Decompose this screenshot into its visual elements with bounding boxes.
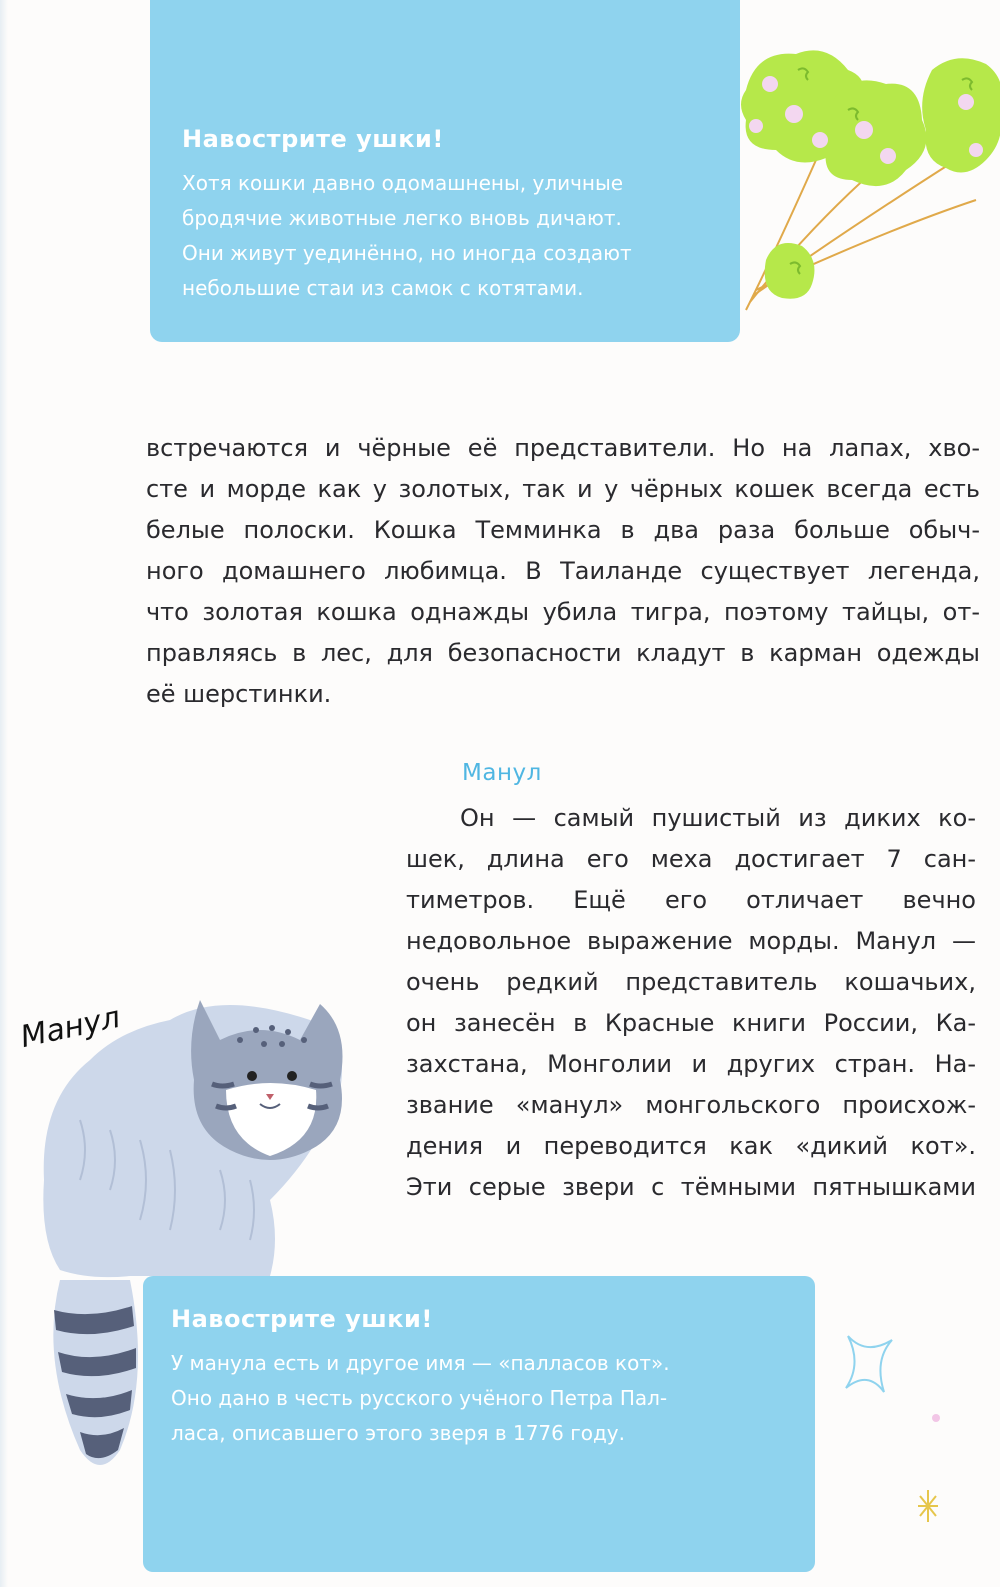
text-line: Он — самый пушистый из диких ко- (460, 804, 976, 832)
tip-body (182, 166, 706, 306)
tip-line: Оно дано в честь русского учёного Петра Пал- (171, 1386, 668, 1410)
tip-line: Хотя кошки давно одомашнены, уличные (182, 171, 624, 195)
text-line: её шерстинки. (146, 680, 332, 708)
text-line: шек, длина его меха достигает 7 сан- (406, 845, 976, 873)
tip-title: Навострите ушки! (182, 125, 444, 153)
paragraph-main (146, 428, 980, 715)
text-line: ного домашнего любимца. В Таиланде существует легенда, (146, 557, 980, 585)
text-line: дения и переводится как «дикий кот». (406, 1132, 976, 1160)
dot-icon (930, 1412, 942, 1424)
tip-line: Они живут уединённо, но иногда создают (182, 241, 632, 265)
manul-label: Манул (17, 999, 124, 1056)
tip-line: У манула есть и другое имя — «палласов кот». (171, 1351, 670, 1375)
tip-line: бродячие животные легко вновь дичают. (182, 206, 622, 230)
tip-box-top (150, 0, 740, 342)
text-line: встречаются и чёрные её представители. Но на лапах, хво- (146, 434, 980, 462)
text-line: сте и морде как у золотых, так и у чёрных кошек всегда есть (146, 475, 980, 503)
page-edge (0, 0, 8, 1587)
tip-body (171, 1346, 785, 1451)
tip-box-bottom (143, 1276, 815, 1572)
sparkle-icon (914, 1486, 942, 1526)
tree-illustration (736, 40, 1000, 330)
text-line: недовольное выражение морды. Манул — (406, 927, 976, 955)
text-line: правляясь в лес, для безопасности кладут в карман одежды (146, 639, 980, 667)
text-line: захстана, Монголии и других стран. На- (406, 1050, 976, 1078)
paragraph-manul (406, 798, 976, 1208)
text-line: Эти серые звери с тёмными пятнышками (406, 1173, 976, 1201)
tip-title: Навострите ушки! (171, 1305, 433, 1333)
tip-line: небольшие стаи из самок с котятами. (182, 276, 584, 300)
text-line: белые полоски. Кошка Темминка в два раза больше обыч- (146, 516, 980, 544)
star-icon (840, 1330, 900, 1400)
text-line: звание «манул» монгольского происхож- (406, 1091, 976, 1119)
tip-line: ласа, описавшего этого зверя в 1776 году. (171, 1421, 626, 1445)
text-line: он занесён в Красные книги России, Ка- (406, 1009, 976, 1037)
text-line: очень редкий представитель кошачьих, (406, 968, 976, 996)
text-line: что золотая кошка однажды убила тигра, поэтому тайцы, от- (146, 598, 980, 626)
section-heading: Манул (462, 760, 542, 786)
text-line: тиметров. Ещё его отличает вечно (406, 886, 976, 914)
